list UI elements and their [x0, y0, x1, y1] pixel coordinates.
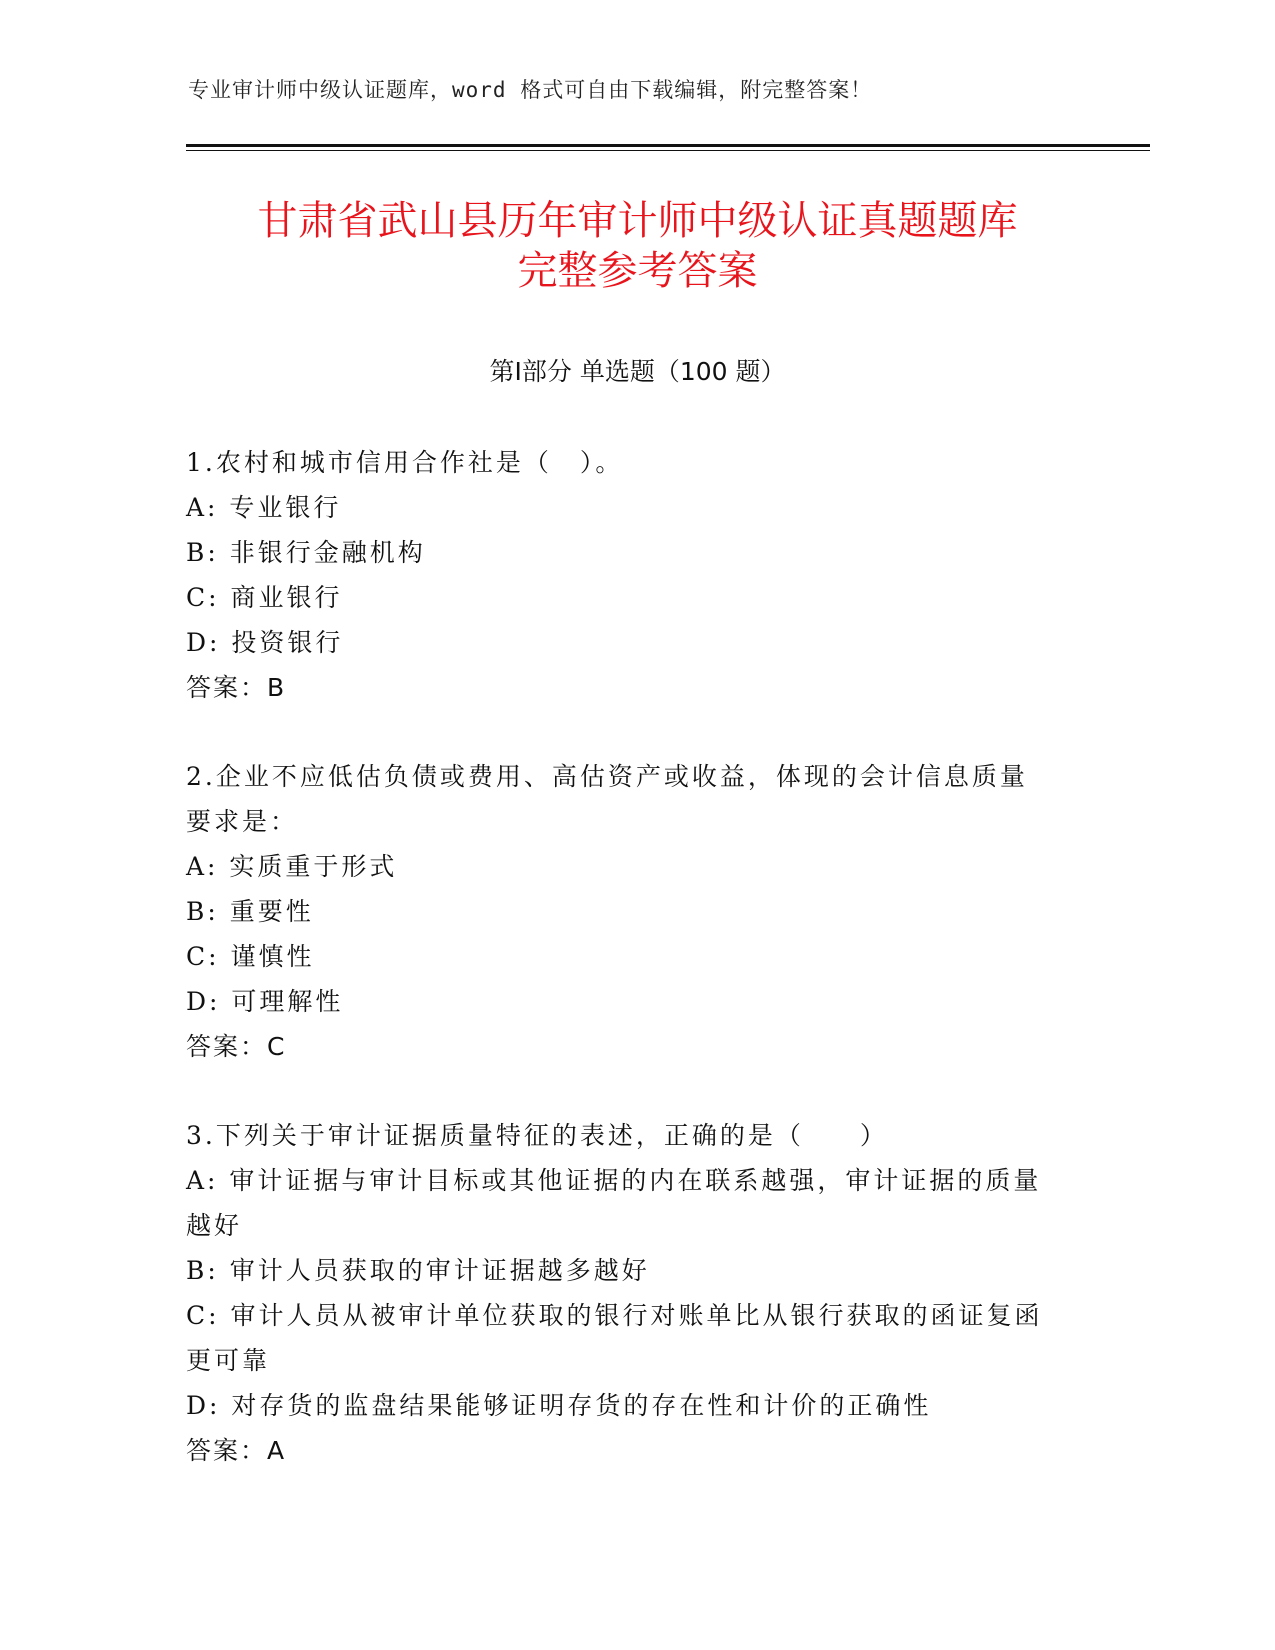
section-heading: 第Ⅰ部分 单选题（100 题）: [489, 357, 786, 386]
question-stem: 2.企业不应低估负债或费用、高估资产或收益，体现的会计信息质量: [186, 762, 1028, 791]
question-option: A: 实质重于形式: [186, 852, 398, 881]
document-title-line-2: 完整参考答案: [517, 248, 758, 294]
header-rule-thin: [186, 150, 1150, 151]
question-stem: 要求是：: [186, 807, 299, 836]
question-option: A: 专业银行: [186, 493, 342, 522]
question-option: 越好: [186, 1211, 243, 1240]
question-option: C: 谨慎性: [186, 942, 315, 971]
question-item: [186, 754, 1066, 1069]
question-option: A: 审计证据与审计目标或其他证据的内在联系越强，审计证据的质量: [186, 1166, 1042, 1195]
question-option: 更可靠: [186, 1346, 271, 1375]
question-option: B: 审计人员获取的审计证据越多越好: [186, 1256, 650, 1285]
question-answer: 答案：B: [186, 673, 287, 702]
question-option: B: 重要性: [186, 897, 314, 926]
question-stem: 3.下列关于审计证据质量特征的表述，正确的是（ ）: [186, 1121, 888, 1150]
question-stem: 1.农村和城市信用合作社是（ ）。: [186, 448, 624, 477]
document-title-line-1: 甘肃省武山县历年审计师中级认证真题题库: [257, 198, 1018, 244]
question-answer: 答案：C: [186, 1032, 287, 1061]
header-rule-thick: [186, 144, 1150, 147]
question-list: [186, 440, 1066, 1517]
question-option: C: 审计人员从被审计单位获取的银行对账单比从银行获取的函证复函: [186, 1301, 1043, 1330]
question-answer: 答案：A: [186, 1436, 287, 1465]
question-option: D: 对存货的监盘结果能够证明存货的存在性和计价的正确性: [186, 1391, 932, 1420]
question-option: D: 可理解性: [186, 987, 344, 1016]
question-item: [186, 440, 1066, 710]
document-title: [160, 196, 1115, 296]
question-option: B: 非银行金融机构: [186, 538, 426, 567]
question-option: C: 商业银行: [186, 583, 343, 612]
question-item: [186, 1113, 1066, 1473]
question-option: D: 投资银行: [186, 628, 344, 657]
header-note: 专业审计师中级认证题库，word 格式可自由下载编辑，附完整答案！: [188, 78, 873, 102]
